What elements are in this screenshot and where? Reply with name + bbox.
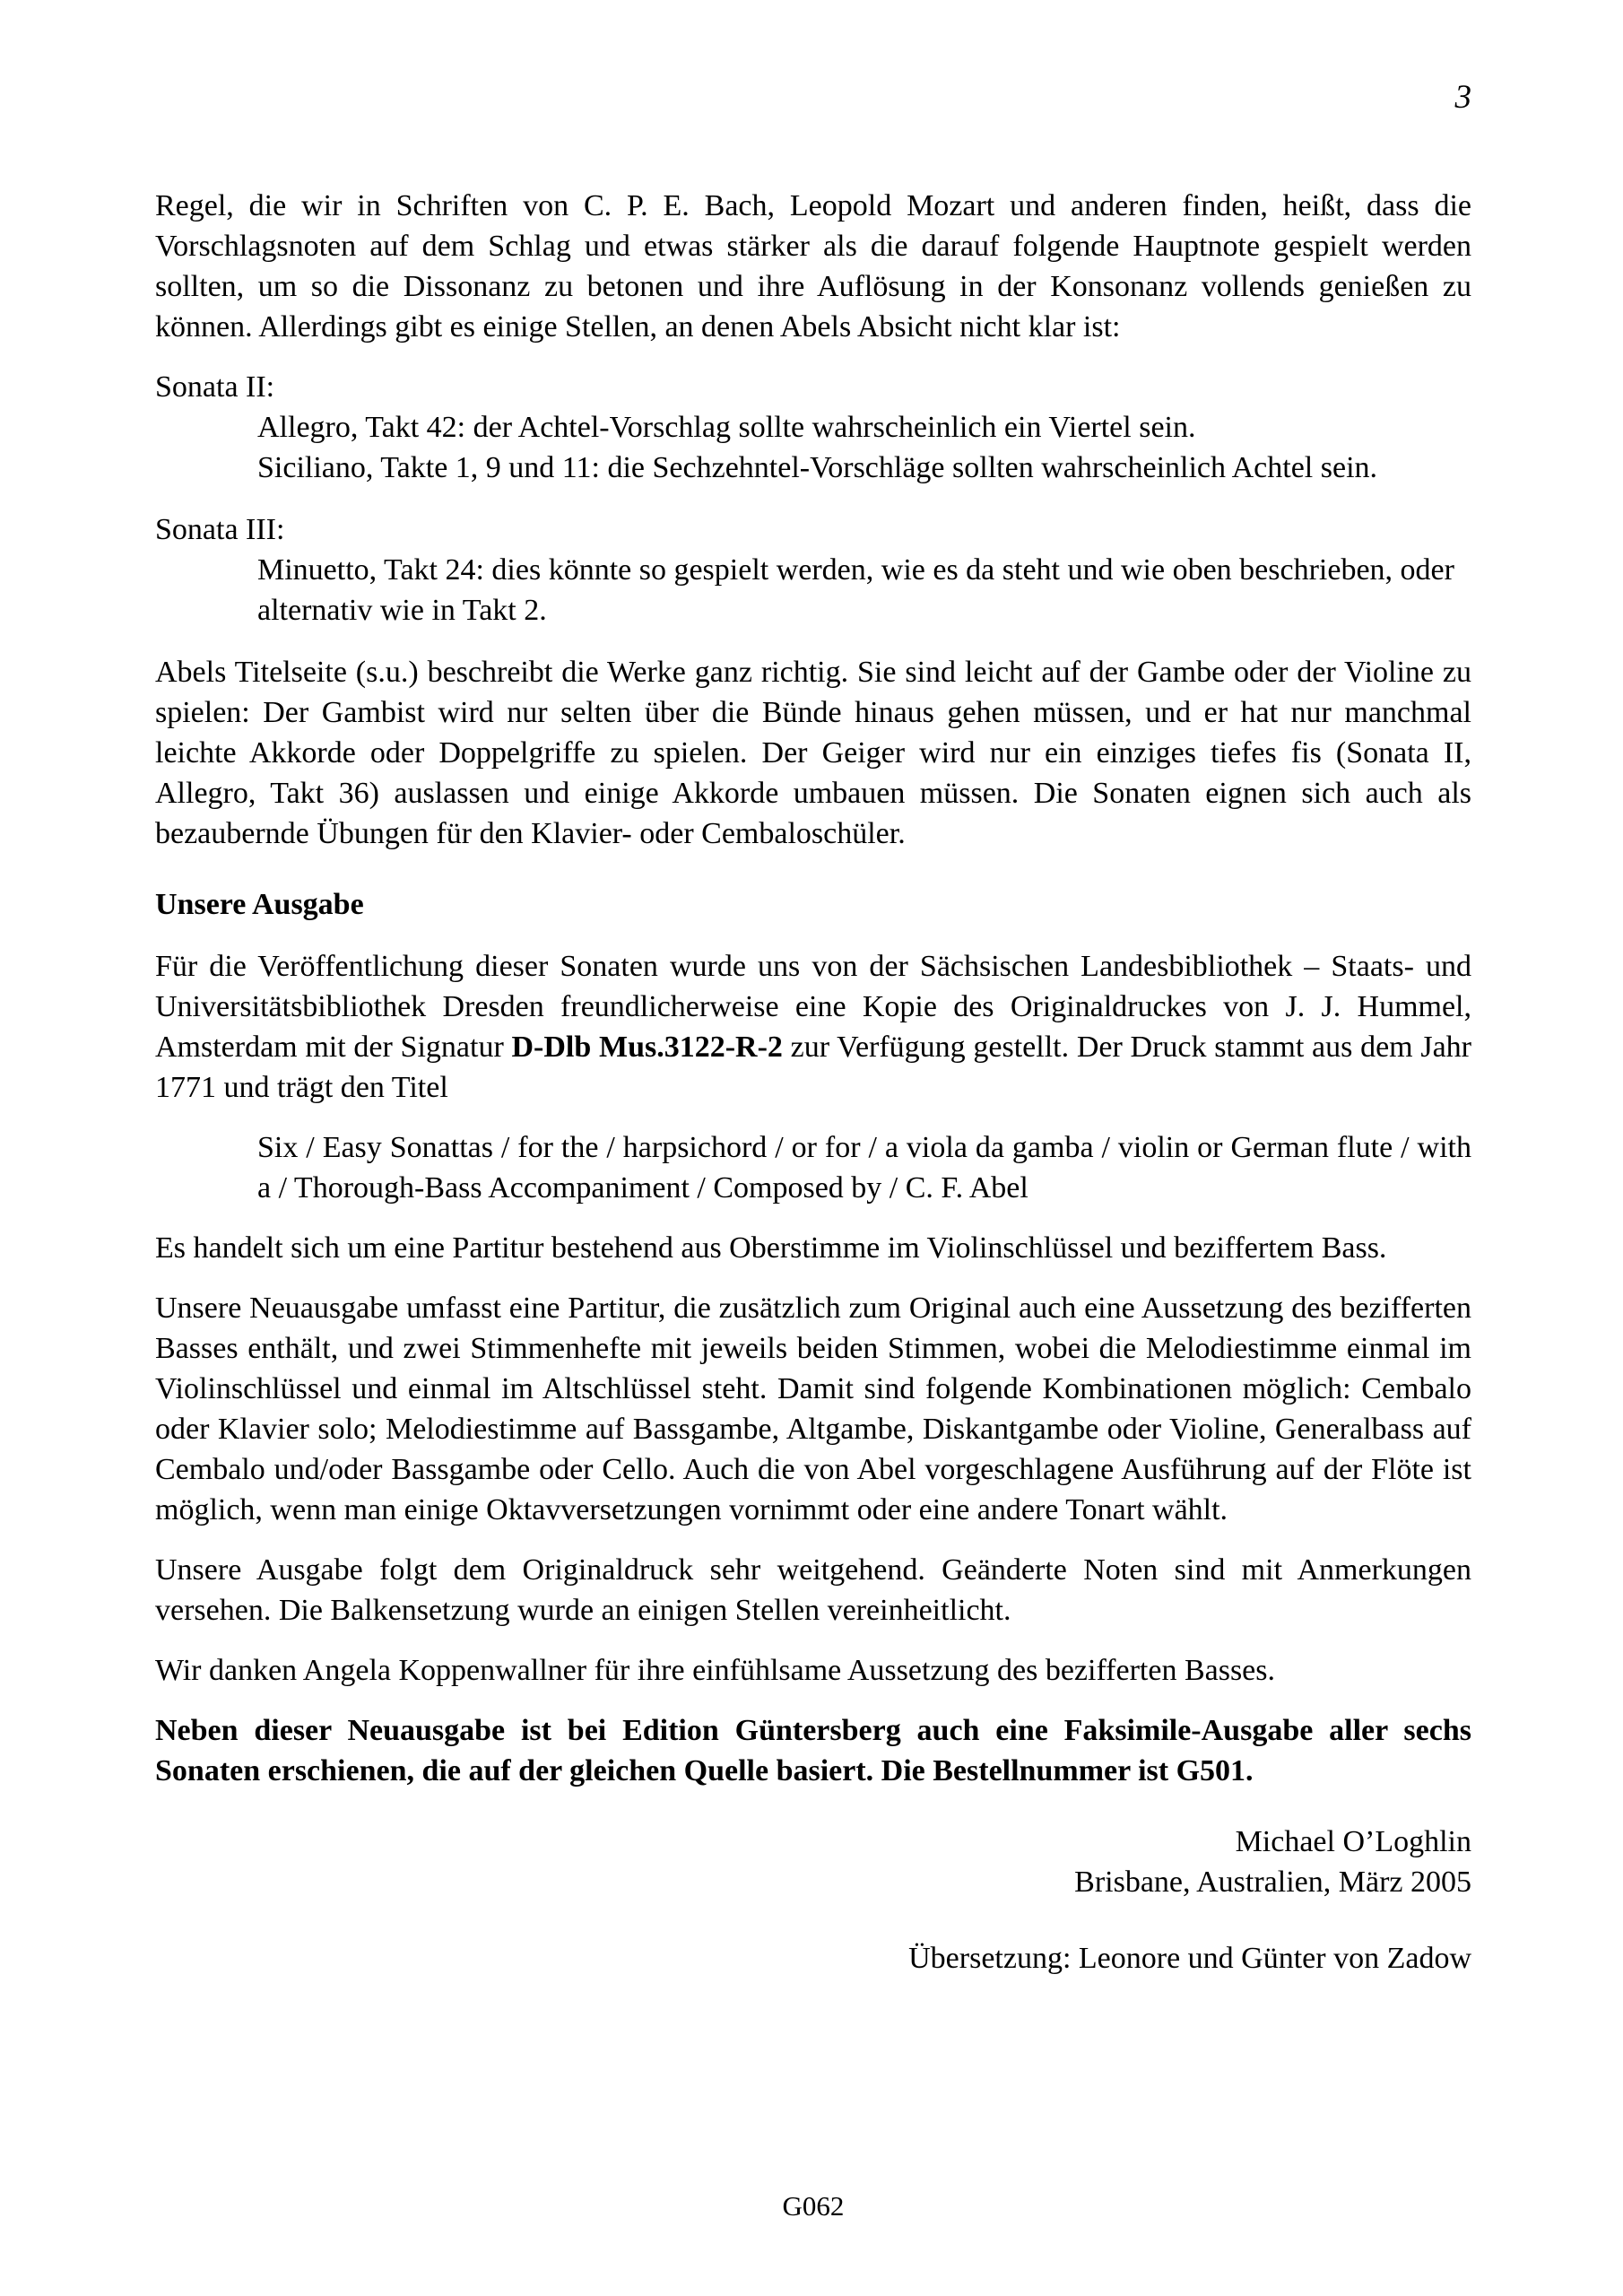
original-title-quote: Six / Easy Sonattas / for the / harpsichord / or for / a viola da gamba / violin or German flute / with a / Thorough-Bass Accompaniment / Composed by / C. F. Abel: [257, 1131, 1471, 1205]
author-place-date: Brisbane, Australien, März 2005: [1074, 1866, 1471, 1899]
acknowledgement-paragraph: Wir danken Angela Koppenwallner für ihre einfühlsame Aussetzung des bezifferten Basses.: [155, 1654, 1276, 1687]
source-text-after: zur Verfügung gestellt. Der Druck stammt aus dem Jahr 1771 und trägt den Titel: [155, 1031, 1471, 1104]
author-name: Michael O’Loghlin: [1235, 1825, 1471, 1858]
edition-policy-paragraph: Unsere Ausgabe folgt dem Originaldruck sehr weitgehend. Geänderte Noten sind mit Anmerkungen versehen. Die Balkensetzung wurde an einigen Stellen vereinheitlicht.: [155, 1553, 1471, 1627]
footer-catalog-code: G062: [782, 2190, 845, 2222]
intro-paragraph: Regel, die wir in Schriften von C. P. E. Bach, Leopold Mozart und anderen finden, heißt, dass die Vorschlagsnoten auf dem Schlag und etwas stärker als die darauf folgende Hauptnote gespielt werden sollten, um so die Dissonanz zu betonen und ihre Auflösung in der Konsonanz vollends genießen zu können. Allerdings gibt es einige Stellen, an denen Abels Absicht nicht klar ist:: [155, 189, 1471, 344]
library-signature: D-Dlb Mus.3122-R-2: [511, 1031, 783, 1064]
sonata-iii-note-minuetto: Minuetto, Takt 24: dies könnte so gespielt werden, wie es da steht und wie oben beschrieben, oder alternativ wie in Takt 2.: [257, 553, 1454, 627]
score-description: Es handelt sich um eine Partitur bestehend aus Oberstimme im Violinschlüssel und beziffertem Bass.: [155, 1231, 1387, 1265]
source-text-before: Für die Veröffentlichung dieser Sonaten wurde uns von der Sächsischen Landesbibliothek – Staats- und Universitätsbibliothek Dresden freundlicherweise eine Kopie des Originaldruckes von J. J. Hummel, Amsterdam mit der Signatur: [155, 950, 1471, 1064]
section-heading-unsere-ausgabe: Unsere Ausgabe: [155, 888, 364, 921]
title-page-paragraph: Abels Titelseite (s.u.) beschreibt die Werke ganz richtig. Sie sind leicht auf der Gambe oder der Violine zu spielen: Der Gambist wird nur selten über die Bünde hinaus gehen müssen, und er hat nur manchmal leichte Akkorde oder Doppelgriffe zu spielen. Der Geiger wird nur ein einziges tiefes fis (Sonata II, Allegro, Takt 36) auslassen und einige Akkorde umbauen müssen. Die Sonaten eignen sich auch als bezaubernde Übungen für den Klavier- oder Cembaloschüler.: [155, 656, 1471, 850]
signature-block: [155, 1822, 1471, 1902]
document-page-content: [155, 77, 1471, 1979]
source-paragraph: [155, 946, 1471, 1108]
page-number: 3: [1454, 79, 1471, 116]
sonata-ii-note-allegro: Allegro, Takt 42: der Achtel-Vorschlag sollte wahrscheinlich ein Viertel sein.: [257, 411, 1196, 444]
new-edition-paragraph: Unsere Neuausgabe umfasst eine Partitur, die zusätzlich zum Original auch eine Aussetzung des bezifferten Basses enthält, und zwei Stimmenhefte mit jeweils beiden Stimmen, wobei die Melodiestimme einmal im Violinschlüssel und einmal im Altschlüssel steht. Damit sind folgende Kombinationen möglich: Cembalo oder Klavier solo; Melodiestimme auf Bassgambe, Altgambe, Diskantgambe oder Violine, Generalbass auf Cembalo und/oder Bassgambe oder Cello. Auch die von Abel vorgeschlagene Ausführung auf der Flöte ist möglich, wenn man einige Oktavversetzungen vornimmt oder eine andere Tonart wählt.: [155, 1292, 1471, 1526]
sonata-iii-label: Sonata III:: [155, 513, 285, 546]
sonata-ii-label: Sonata II:: [155, 370, 275, 404]
sonata-iii-notes: [155, 509, 1471, 631]
sonata-ii-notes: [155, 367, 1471, 488]
facsimile-notice: Neben dieser Neuausgabe ist bei Edition Güntersberg auch eine Faksimile-Ausgabe aller sechs Sonaten erschienen, die auf der gleichen Quelle basiert. Die Bestellnummer ist G501.: [155, 1714, 1471, 1787]
translation-credit: Übersetzung: Leonore und Günter von Zadow: [908, 1942, 1471, 1975]
sonata-ii-note-siciliano: Siciliano, Takte 1, 9 und 11: die Sechzehntel-Vorschläge sollten wahrscheinlich Achtel sein.: [257, 451, 1378, 484]
